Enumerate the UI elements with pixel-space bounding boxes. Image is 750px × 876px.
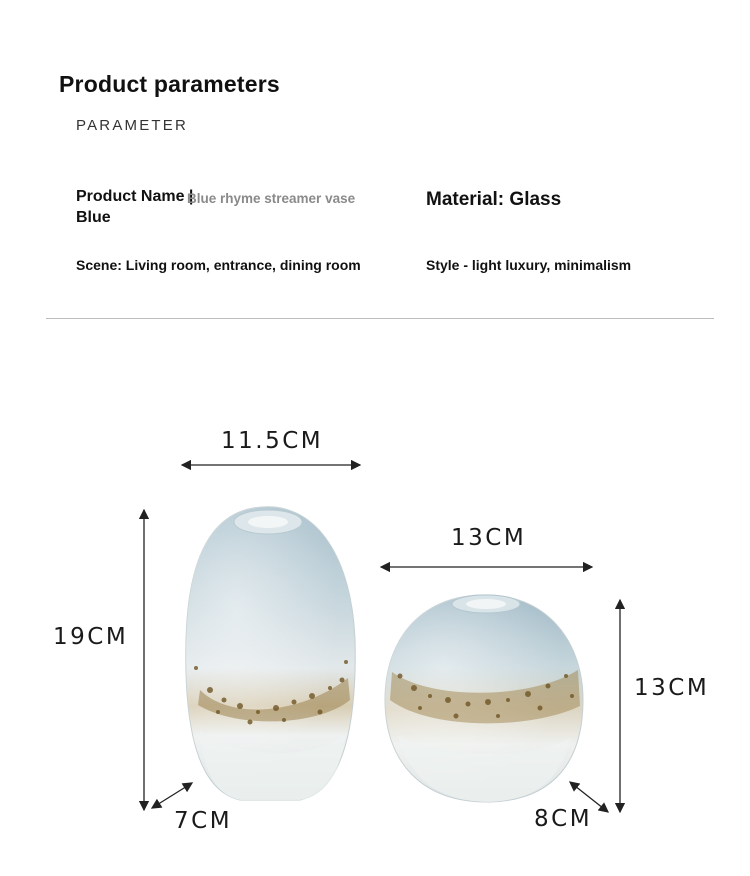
scene-spec: Scene: Living room, entrance, dining room (76, 257, 361, 273)
material-spec: Material: Glass (426, 189, 562, 210)
right-height-label: 13CM (634, 675, 710, 701)
style-spec: Style - light luxury, minimalism (426, 257, 632, 273)
page-subtitle: PARAMETER (76, 117, 189, 134)
left-depth-arrow (152, 783, 192, 808)
left-vase (186, 507, 355, 800)
product-name-label: Product Name | Blue (76, 188, 194, 226)
right-vase (385, 595, 583, 802)
left-height-label: 19CM (53, 624, 129, 650)
product-name-value: Blue rhyme streamer vase (187, 191, 356, 206)
left-depth-label: 7CM (174, 808, 233, 834)
left-width-label: 11.5CM (221, 428, 324, 454)
right-depth-label: 8CM (534, 806, 593, 832)
page-title: Product parameters (59, 71, 280, 97)
right-width-label: 13CM (451, 525, 527, 551)
